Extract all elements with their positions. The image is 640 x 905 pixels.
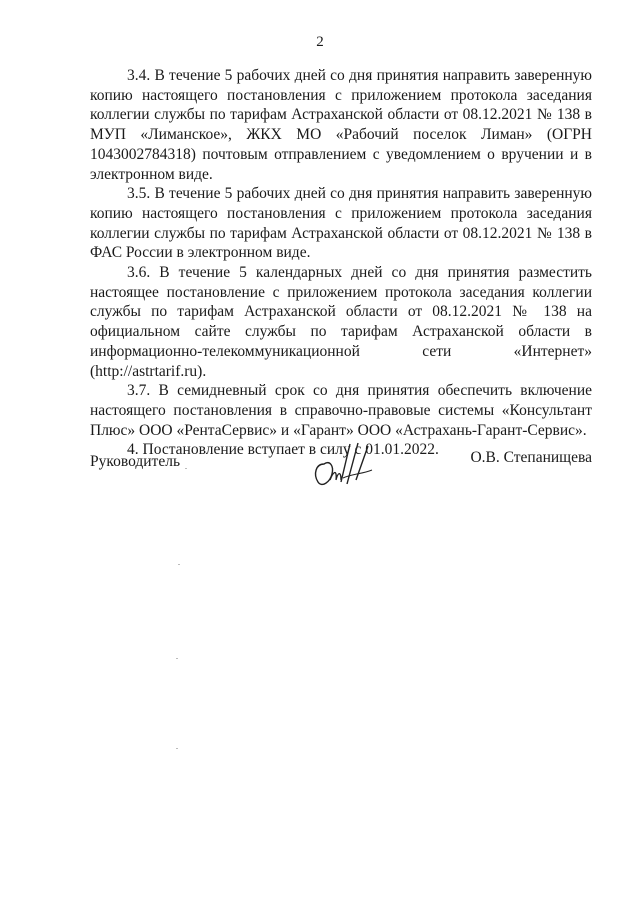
paragraph-4: 4. Постановление вступает в силу с 01.01.2022. bbox=[127, 441, 439, 459]
signer-name: О.В. Степанищева bbox=[470, 449, 592, 466]
document-body bbox=[90, 66, 592, 460]
scan-speck bbox=[176, 658, 178, 659]
page-number: 2 bbox=[316, 34, 324, 50]
paragraph-3-5: 3.5. В течение 5 рабочих дней со дня принятия направить заверенную копию настоящего постановления с приложением протокола заседания коллегии службы по тарифам Астраханской области от 08.12.2021 № 138 в ФАС России в электронном виде. bbox=[90, 185, 592, 262]
scan-speck bbox=[185, 468, 187, 469]
scan-speck bbox=[178, 564, 180, 565]
paragraph-3-7: 3.7. В семидневный срок со дня принятия обеспечить включение настоящего постановления в справочно-правовые системы «Консультант Плюс» ООО «РентаСервис» и «Гарант» ООО «Астрахань-Гарант-Сервис». bbox=[90, 382, 592, 439]
scan-speck bbox=[176, 748, 178, 749]
signature-block bbox=[90, 440, 592, 500]
signer-title: Руководитель bbox=[90, 453, 181, 470]
paragraph-3-4: 3.4. В течение 5 рабочих дней со дня принятия направить заверенную копию настоящего постановления с приложением протокола заседания коллегии службы по тарифам Астраханской области от 08.12.2021 № 138 в МУП «Лиманское», ЖКХ МО «Рабочий поселок Лиман» (ОГРН 1043002784318) почтовым отправлением с уведомлением о вручении и в электронном виде. bbox=[90, 67, 592, 183]
handwritten-signature bbox=[310, 440, 378, 492]
paragraph-3-6: 3.6. В течение 5 календарных дней со дня принятия разместить настоящее постановление с приложением протокола заседания коллегии службы по тарифам Астраханской области от 08.12.2021 № 138 на официальном сайте службы по тарифам Астраханской области в информационно-телекоммуникационной сети «Интернет» (http://astrtarif.ru). bbox=[90, 264, 592, 380]
